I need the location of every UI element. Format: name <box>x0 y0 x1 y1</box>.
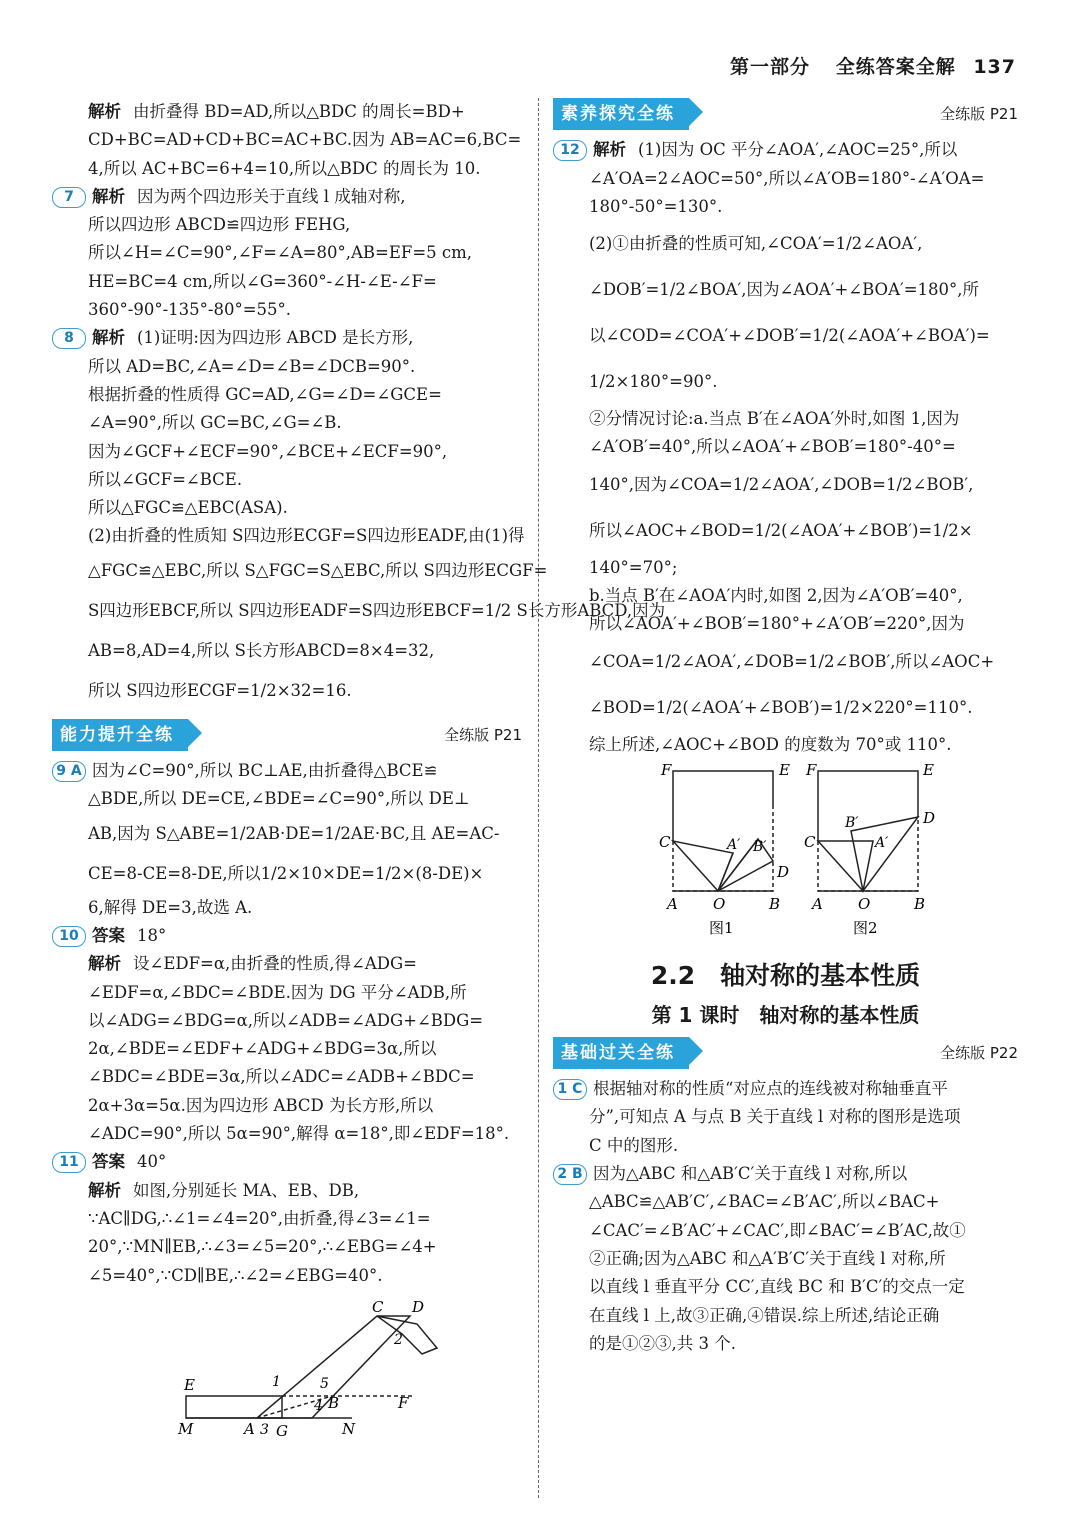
fig1-label: C <box>659 832 671 851</box>
fig1-label: F <box>661 760 672 779</box>
fig2-frame <box>818 771 918 841</box>
q2-line: ∠CAC′=∠B′AC′+∠CAC′,即∠BAC′=∠B′AC,故① <box>589 1220 966 1240</box>
fig2-label: C <box>804 832 816 851</box>
section-header-basic <box>553 1037 1018 1069</box>
q10-line: ∠ADC=90°,所以 5α=90°,解得 α=18°,即∠EDF=18°. <box>88 1124 510 1144</box>
q8-line: 8 解析 (1)证明:因为四边形 ABCD 是长方形, <box>52 324 522 352</box>
q8-number-badge: 8 <box>52 328 86 349</box>
q8-line: 因为∠GCF+∠ECF=90°,∠BCE+∠ECF=90°, <box>88 441 448 461</box>
fig2-label: D <box>923 808 936 827</box>
q9-line: AB,因为 S△ABE=1/2AB·DE=1/2AE·BC,且 AE=AC- <box>88 823 500 843</box>
q8-line: △FGC≌△EBC,所以 S△FGC=S△EBC,所以 S四边形ECGF= <box>88 560 548 580</box>
q1-line: C 中的图形. <box>589 1135 679 1155</box>
fig2-label: A <box>812 894 823 913</box>
fig1-frame <box>673 771 773 841</box>
q1-line: 分”,可知点 A 与点 B 关于直线 l 对称的图形是选项 <box>589 1107 961 1127</box>
q12-number-badge: 12 <box>553 140 587 161</box>
fig11-label: M <box>178 1419 194 1436</box>
section-tag: 能力提升全练 <box>52 719 188 751</box>
q12-line: 140°,因为∠COA=1/2∠AOA′,∠DOB=1/2∠BOB′, <box>589 474 974 494</box>
q6-line: 4,所以 AC+BC=6+4=10,所以△BDC 的周长为 10. <box>88 158 481 178</box>
fig1-label: A <box>667 894 678 913</box>
fig2-label: A′ <box>875 834 889 851</box>
q8-line: AB=8,AD=4,所以 S长方形ABCD=8×4=32, <box>88 640 435 660</box>
fig1-label: B′ <box>753 838 767 855</box>
q12-line: ∠DOB′=1/2∠BOA′,因为∠AOA′+∠BOA′=180°,所 <box>589 280 980 300</box>
q12-line: 1/2×180°=90°. <box>589 372 718 392</box>
q6-line: 解析 由折叠得 BD=AD,所以△BDC 的周长=BD+ <box>88 102 465 121</box>
fig2-fold-right <box>851 817 918 891</box>
q10-line: ∠BDC=∠BDE=3α,所以∠ADC=∠ADB+∠BDC= <box>88 1067 475 1087</box>
fig11-label: G <box>276 1421 288 1436</box>
fig11-label: 3 <box>260 1421 269 1436</box>
fig1-label: D <box>777 862 790 881</box>
q7-number-badge: 7 <box>52 187 86 208</box>
q12-line: 140°=70°; <box>589 557 678 577</box>
fig1-label: O <box>713 894 726 913</box>
q11-line: ∠5=40°,∵CD∥BE,∴∠2=∠EBG=40°. <box>88 1265 383 1285</box>
page-header <box>730 52 1016 79</box>
q12-line: ∠BOD=1/2(∠AOA′+∠BOB′)=1/2×220°=110°. <box>589 697 973 717</box>
section-ref: 全练版 P21 <box>444 725 522 744</box>
q7-line: 7 解析 因为两个四边形关于直线 l 成轴对称, <box>52 183 522 211</box>
fig1-line <box>718 853 733 891</box>
fig11-label: 2 <box>394 1331 403 1348</box>
q12-figures <box>623 761 953 941</box>
q8-line: S四边形EBCF,所以 S四边形EADF=S四边形EBCF=1/2 S长方形ABCD,因为 <box>88 600 666 620</box>
header-title: 全练答案全解 <box>835 56 956 78</box>
q10-line: 2α,∠BDE=∠EDF+∠ADG+∠BDG=3α,所以 <box>88 1039 437 1059</box>
q11-line: 20°,∵MN∥EB,∴∠3=∠5=20°,∴∠EBG=∠4+ <box>88 1237 437 1257</box>
q10-line: 以∠ADG=∠BDG=α,所以∠ADB=∠ADG+∠BDG= <box>88 1010 484 1030</box>
q10-line: ∠EDF=α,∠BDC=∠BDE.因为 DG 平分∠ADB,所 <box>88 982 467 1002</box>
q1-line: 1 C 根据轴对称的性质“对应点的连线被对称轴垂直平 <box>553 1075 1018 1103</box>
q8-line: 所以 AD=BC,∠A=∠D=∠B=∠DCB=90°. <box>88 356 416 376</box>
q8-line: ∠A=90°,所以 GC=BC,∠G=∠B. <box>88 413 342 433</box>
q7-line: 360°-90°-135°-80°=55°. <box>88 300 292 320</box>
q8-line: (2)由折叠的性质知 S四边形ECGF=S四边形EADF,由(1)得 <box>88 526 525 546</box>
q12-line: 综上所述,∠AOC+∠BOD 的度数为 70°或 110°. <box>589 734 952 754</box>
q12-line: 所以∠AOC+∠BOD=1/2(∠AOA′+∠BOB′)=1/2× <box>589 520 973 540</box>
q12-line: 以∠COD=∠COA′+∠DOB′=1/2(∠AOA′+∠BOA′)= <box>589 326 990 346</box>
q12-line: 12 解析 (1)因为 OC 平分∠AOA′,∠AOC=25°,所以 <box>553 136 1018 164</box>
q2-line: △ABC≌△AB′C′,∠BAC=∠B′AC′,所以∠BAC+ <box>589 1192 940 1212</box>
fig11-label: A <box>244 1419 255 1436</box>
column-divider <box>538 98 539 1498</box>
fig11-label: F <box>398 1393 409 1412</box>
section-title: 2.2 轴对称的基本性质 <box>650 961 921 991</box>
fig2-fold-left <box>818 841 873 891</box>
q9-line: 6,解得 DE=3,故选 A. <box>88 897 253 917</box>
fig1-label: A′ <box>727 836 741 853</box>
fig11-label: D <box>412 1297 425 1316</box>
section-header-ability <box>52 719 522 751</box>
section-header-literacy <box>553 98 1018 130</box>
fig2-caption: 图2 <box>853 918 878 937</box>
fig11-label: B <box>328 1393 340 1412</box>
q8-line: 所以∠GCF=∠BCE. <box>88 469 243 489</box>
q2-line: 2 B 因为△ABC 和△AB′C′关于直线 l 对称,所以 <box>553 1160 1018 1188</box>
q7-line: HE=BC=4 cm,所以∠G=360°-∠H-∠E-∠F= <box>88 271 437 291</box>
q8-line: 所以△FGC≌△EBC(ASA). <box>88 498 288 518</box>
q12-line: b.当点 B′在∠AOA′内时,如图 2,因为∠A′OB′=40°, <box>589 586 963 606</box>
right-column <box>553 98 1018 1358</box>
strip-lower <box>186 1396 282 1418</box>
fig11-label: 1 <box>272 1373 281 1390</box>
q12-line: ②分情况讨论:a.当点 B′在∠AOA′外时,如图 1,因为 <box>589 409 960 429</box>
page-number: 137 <box>973 56 1016 78</box>
q10-line: 解析 设∠EDF=α,由折叠的性质,得∠ADG= <box>88 954 417 974</box>
fig11-label: 4 <box>314 1397 323 1414</box>
fig2-label: F <box>806 760 817 779</box>
section-ref: 全练版 P21 <box>940 105 1018 123</box>
q12-line: ∠A′OB′=40°,所以∠AOA′+∠BOB′=180°-40°= <box>589 437 956 457</box>
fig11-label: C <box>372 1297 384 1316</box>
q11-line: ∵AC∥DG,∴∠1=∠4=20°,由折叠,得∠3=∠1= <box>88 1208 431 1228</box>
lesson-title: 第 1 课时 轴对称的基本性质 <box>651 1002 920 1027</box>
q2-line: ②正确;因为△ABC 和△A′B′C′关于直线 l 对称,所 <box>589 1248 946 1268</box>
q6-line: CD+BC=AD+CD+BC=AC+BC.因为 AB=AC=6,BC= <box>88 130 522 150</box>
q9-line: 9 A 因为∠C=90°,所以 BC⊥AE,由折叠得△BCE≌ <box>52 757 522 785</box>
q7-line: 所以四边形 ABCD≌四边形 FEHG, <box>88 215 351 235</box>
q10-line: 2α+3α=5α.因为四边形 ABCD 为长方形,所以 <box>88 1095 434 1115</box>
q2-line: 的是①②③,共 3 个. <box>589 1333 736 1353</box>
q11-number-badge: 11 <box>52 1152 86 1173</box>
q11-line: 解析 如图,分别延长 MA、EB、DB, <box>88 1180 360 1200</box>
section-ref: 全练版 P22 <box>940 1043 1018 1062</box>
fig2-label: E <box>923 760 934 779</box>
q9-number-badge: 9 A <box>52 761 86 782</box>
q2-line: 在直线 l 上,故③正确,④错误.综上所述,结论正确 <box>589 1305 940 1325</box>
q12-line: 180°-50°=130°. <box>589 196 723 216</box>
q1-number-badge: 1 C <box>553 1079 587 1100</box>
fig11-label: E <box>184 1375 195 1394</box>
section-tag: 素养探究全练 <box>553 98 689 130</box>
q8-line: 所以 S四边形ECGF=1/2×32=16. <box>88 680 352 700</box>
section-tag: 基础过关全练 <box>553 1037 689 1069</box>
q8-line: 根据折叠的性质得 GC=AD,∠G=∠D=∠GCE= <box>88 384 442 404</box>
q12-line: ∠COA=1/2∠AOA′,∠DOB=1/2∠BOB′,所以∠AOC+ <box>589 651 995 671</box>
fig2-label: O <box>858 894 871 913</box>
q11-figure <box>172 1296 472 1436</box>
q11-answer: 11 答案 40° <box>52 1148 522 1176</box>
header-part: 第一部分 <box>730 56 811 78</box>
fig1-caption: 图1 <box>709 918 734 937</box>
strip-tip <box>377 1316 437 1354</box>
q2-line: 以直线 l 垂直平分 CC′,直线 BC 和 B′C′的交点一定 <box>589 1277 965 1297</box>
q2-number-badge: 2 B <box>553 1164 587 1185</box>
q7-line: 所以∠H=∠C=90°,∠F=∠A=80°,AB=EF=5 cm, <box>88 243 473 263</box>
q10-answer: 10 答案 18° <box>52 922 522 950</box>
q12-line: 所以∠AOA′+∠BOB′=180°+∠A′OB′=220°,因为 <box>589 614 965 634</box>
fig2-label: B <box>914 894 926 913</box>
fig1-label: E <box>779 760 790 779</box>
q10-number-badge: 10 <box>52 926 86 947</box>
q9-line: △BDE,所以 DE=CE,∠BDE=∠C=90°,所以 DE⊥ <box>88 789 470 809</box>
fig2-label: B′ <box>845 814 859 831</box>
q12-line: ∠A′OA=2∠AOC=50°,所以∠A′OB=180°-∠A′OA= <box>589 168 985 188</box>
fig11-label: 5 <box>320 1375 329 1392</box>
q9-line: CE=8-CE=8-DE,所以1/2×10×DE=1/2×(8-DE)× <box>88 863 484 883</box>
fig11-label: N <box>342 1419 356 1436</box>
q12-line: (2)①由折叠的性质可知,∠COA′=1/2∠AOA′, <box>589 234 923 254</box>
fig1-label: B <box>769 894 781 913</box>
